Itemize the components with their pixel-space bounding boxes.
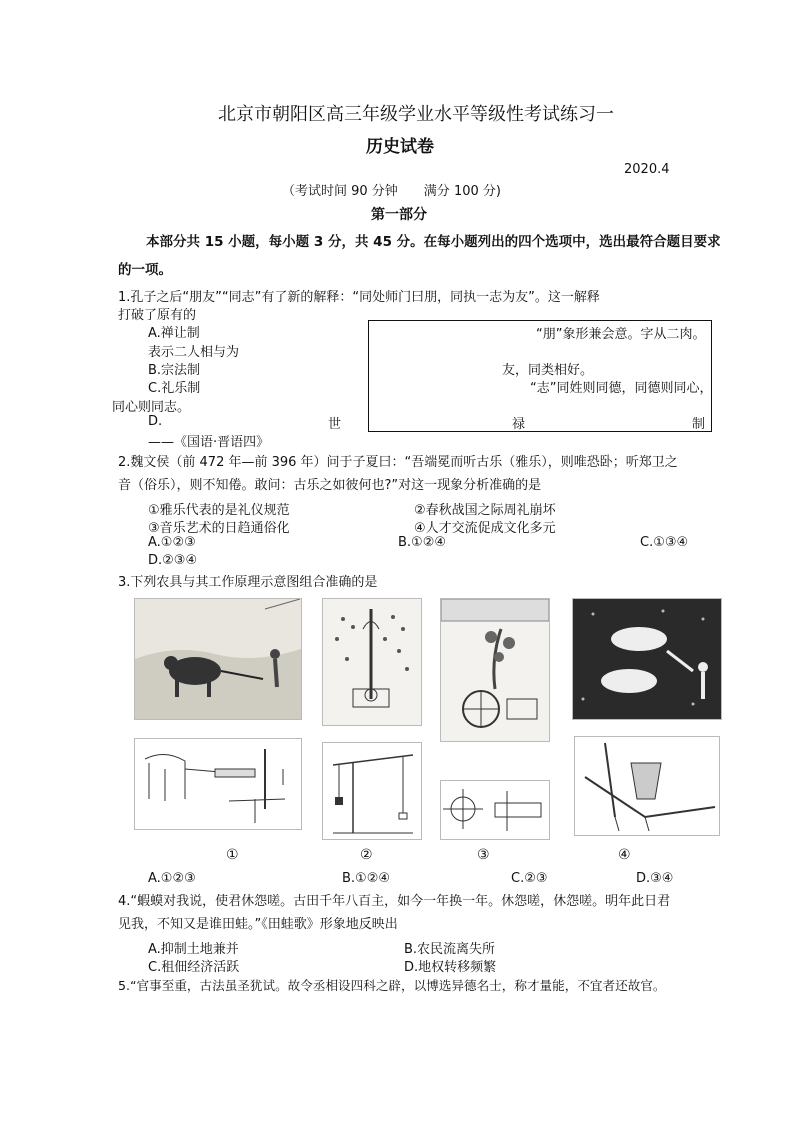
q5-stem: 5.“官事至重，古法虽圣犹试。故令丞相设四科之辟，以博选异德名士，称才量能，不宜者还故官。 (118, 978, 666, 993)
instructions-line-2: 的一项。 (118, 262, 172, 278)
q2-item-1: ①雅乐代表的是礼仪规范 (148, 503, 290, 518)
q1-option-d-char-2: 禄 (512, 417, 526, 432)
q2-stem-line-2: 音（俗乐），则不知倦。敢问：古乐之如彼何也?”对这一现象分析准确的是 (118, 478, 542, 493)
part-heading: 第一部分 (371, 207, 427, 223)
q1-option-d-char-1: 世 (328, 417, 342, 432)
q4-stem-line-2: 见我，不知又是谁田蛙。”《田蛙歌》形象地反映出 (118, 917, 398, 932)
plowing-ox-illustration (134, 598, 302, 720)
q1-option-d-char-3: 制 (692, 417, 706, 432)
q2-item-4: ④人才交流促成文化多元 (414, 521, 556, 536)
q1-option-c[interactable]: C.礼乐制 (148, 381, 201, 396)
q3-label-2: ② (360, 847, 373, 863)
q3-option-b[interactable]: B.①②④ (342, 871, 391, 886)
seed-drill-diagram (574, 736, 720, 836)
q4-stem-line-1: 4.“蝦蟆对我说，使君休怨嗟。古田千年八百主，如今一年换一年。休怨嗟，休怨嗟。明年此日君 (118, 894, 671, 909)
q3-label-3: ③ (477, 847, 490, 863)
q4-option-a[interactable]: A.抑制土地兼并 (148, 942, 239, 957)
q4-option-c[interactable]: C.租佃经济活跃 (148, 960, 240, 975)
exam-title: 北京市朝阳区高三年级学业水平等级性考试练习一 (218, 104, 614, 125)
q1-option-b[interactable]: B.宗法制 (148, 363, 201, 378)
q2-option-c[interactable]: C.①③④ (640, 535, 689, 550)
q4-option-d[interactable]: D.地权转移频繁 (404, 960, 497, 975)
lever-principle-diagram (322, 742, 422, 840)
q3-option-a[interactable]: A.①②③ (148, 871, 196, 886)
plow-force-diagram (134, 738, 302, 830)
paper-subtitle: 历史试卷 (366, 137, 434, 157)
q2-stem-line-1: 2.魏文侯（前 472 年—前 396 年）问于子夏曰：“吾端冕而听古乐（雅乐），则唯恐卧；听郑卫之 (118, 455, 678, 470)
q1-quote-line-5: 同心则同志。 (112, 400, 191, 415)
instructions-line-1: 本部分共 15 小题，每小题 3 分，共 45 分。在每小题列出的四个选项中，选出最符合题目要求 (146, 234, 721, 250)
water-wheel-illustration (440, 598, 550, 742)
q2-option-d[interactable]: D.②③④ (148, 553, 198, 568)
q1-option-d[interactable]: D. (148, 414, 163, 429)
q1-quote-line-3: 友，同类相好。 (502, 363, 594, 378)
q2-option-b[interactable]: B.①②④ (398, 535, 447, 550)
q3-stem: 3.下列农具与其工作原理示意图组合准确的是 (118, 575, 378, 590)
q1-quote-line-2: 表示二人相与为 (148, 345, 240, 360)
q1-stem-line-1: 1.孔子之后“朋友”“同志”有了新的解释：“同处师门曰朋，同执一志为友”。这一解释 (118, 290, 600, 305)
q1-stem-line-2: 打破了原有的 (118, 308, 197, 323)
q3-label-4: ④ (618, 847, 631, 863)
ox-team-rubbing-illustration (572, 598, 722, 720)
q4-option-b[interactable]: B.农民流离失所 (404, 942, 496, 957)
q3-label-1: ① (226, 847, 239, 863)
q3-option-c[interactable]: C.②③ (511, 871, 548, 886)
exam-info: （考试时间 90 分钟 满分 100 分) (282, 184, 501, 199)
q2-item-2: ②春秋战国之际周礼崩坏 (414, 503, 556, 518)
q1-source: ——《国语·晋语四》 (148, 435, 270, 450)
gear-transmission-diagram (440, 780, 550, 840)
q1-quote-line-1: “朋”象形兼会意。字从二肉。 (536, 327, 706, 342)
q2-item-3: ③音乐艺术的日趋通俗化 (148, 521, 290, 536)
q3-option-d[interactable]: D.③④ (636, 871, 674, 886)
exam-date: 2020.4 (624, 162, 670, 177)
q1-quote-line-4: “志”同姓则同德，同德则同心， (530, 381, 713, 396)
q2-option-a[interactable]: A.①②③ (148, 535, 196, 550)
q1-option-a[interactable]: A.禅让制 (148, 326, 200, 341)
well-sweep-illustration (322, 598, 422, 726)
